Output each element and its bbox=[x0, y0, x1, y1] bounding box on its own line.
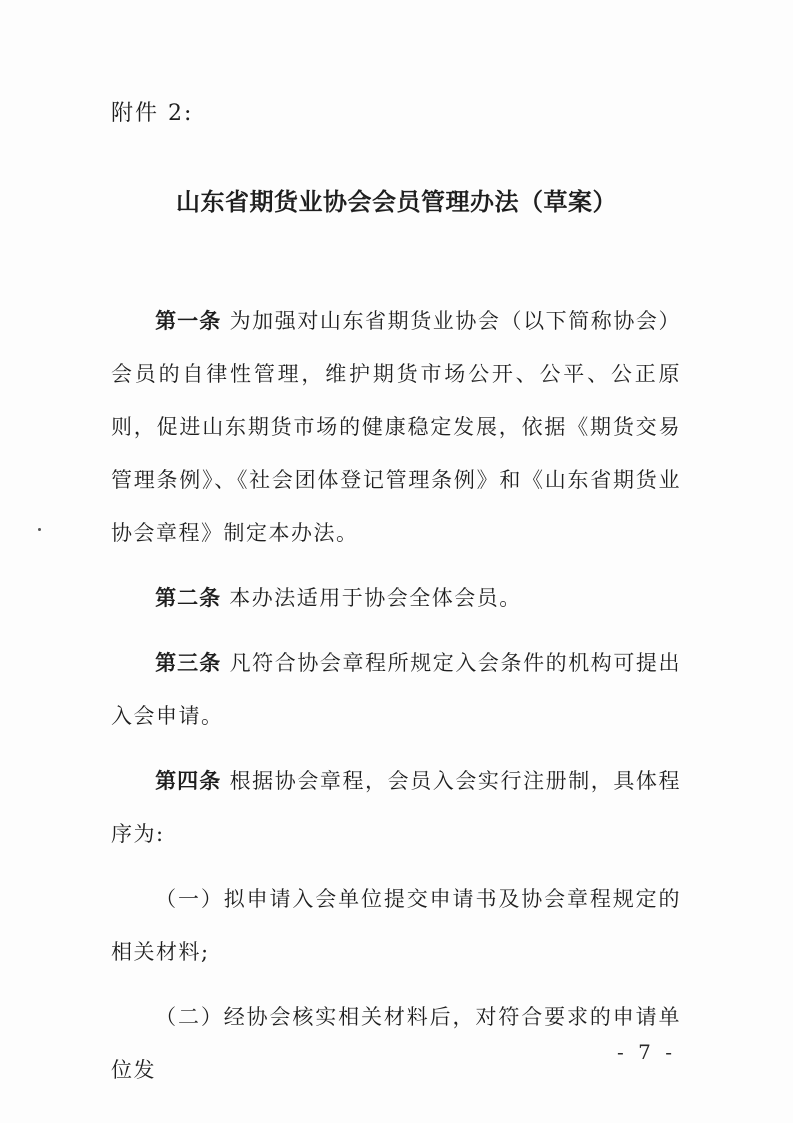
article-number: 第二条 bbox=[155, 586, 222, 610]
attachment-label: 附件 2: bbox=[111, 101, 194, 126]
scan-speck bbox=[38, 528, 41, 531]
paragraph-article-3 bbox=[111, 637, 681, 743]
document-body bbox=[111, 295, 681, 1109]
paragraph-text: （一）拟申请入会单位提交申请书及协会章程规定的相关材料; bbox=[111, 887, 681, 964]
article-number: 第一条 bbox=[155, 309, 222, 333]
paragraph-text: 本办法适用于协会全体会员。 bbox=[229, 586, 522, 610]
page-number: - 7 - bbox=[617, 1040, 676, 1064]
paragraph-article-2 bbox=[111, 572, 681, 625]
document-title: 山东省期货业协会会员管理办法（草案） bbox=[176, 187, 617, 216]
paragraph-text: 凡符合协会章程所规定入会条件的机构可提出入会申请。 bbox=[111, 651, 682, 728]
article-number: 第四条 bbox=[155, 769, 222, 793]
paragraph-text: 根据协会章程，会员入会实行注册制，具体程序为: bbox=[111, 769, 682, 846]
paragraph-article-4 bbox=[111, 755, 681, 861]
paragraph-article-1 bbox=[111, 295, 681, 560]
paragraph-text: 为加强对山东省期货业协会（以下简称协会）会员的自律性管理，维护期货市场公开、公平、公正原则，促进山东期货市场的健康稳定发展，依据《期货交易管理条例》、《社会团体登记管理条例》和《山东省期货业协会章程》制定本办法。 bbox=[111, 309, 682, 545]
paragraph-text: （二）经协会核实相关材料后，对符合要求的申请单位发 bbox=[111, 1005, 681, 1082]
paragraph-item-1 bbox=[111, 873, 681, 979]
article-number: 第三条 bbox=[155, 651, 222, 675]
